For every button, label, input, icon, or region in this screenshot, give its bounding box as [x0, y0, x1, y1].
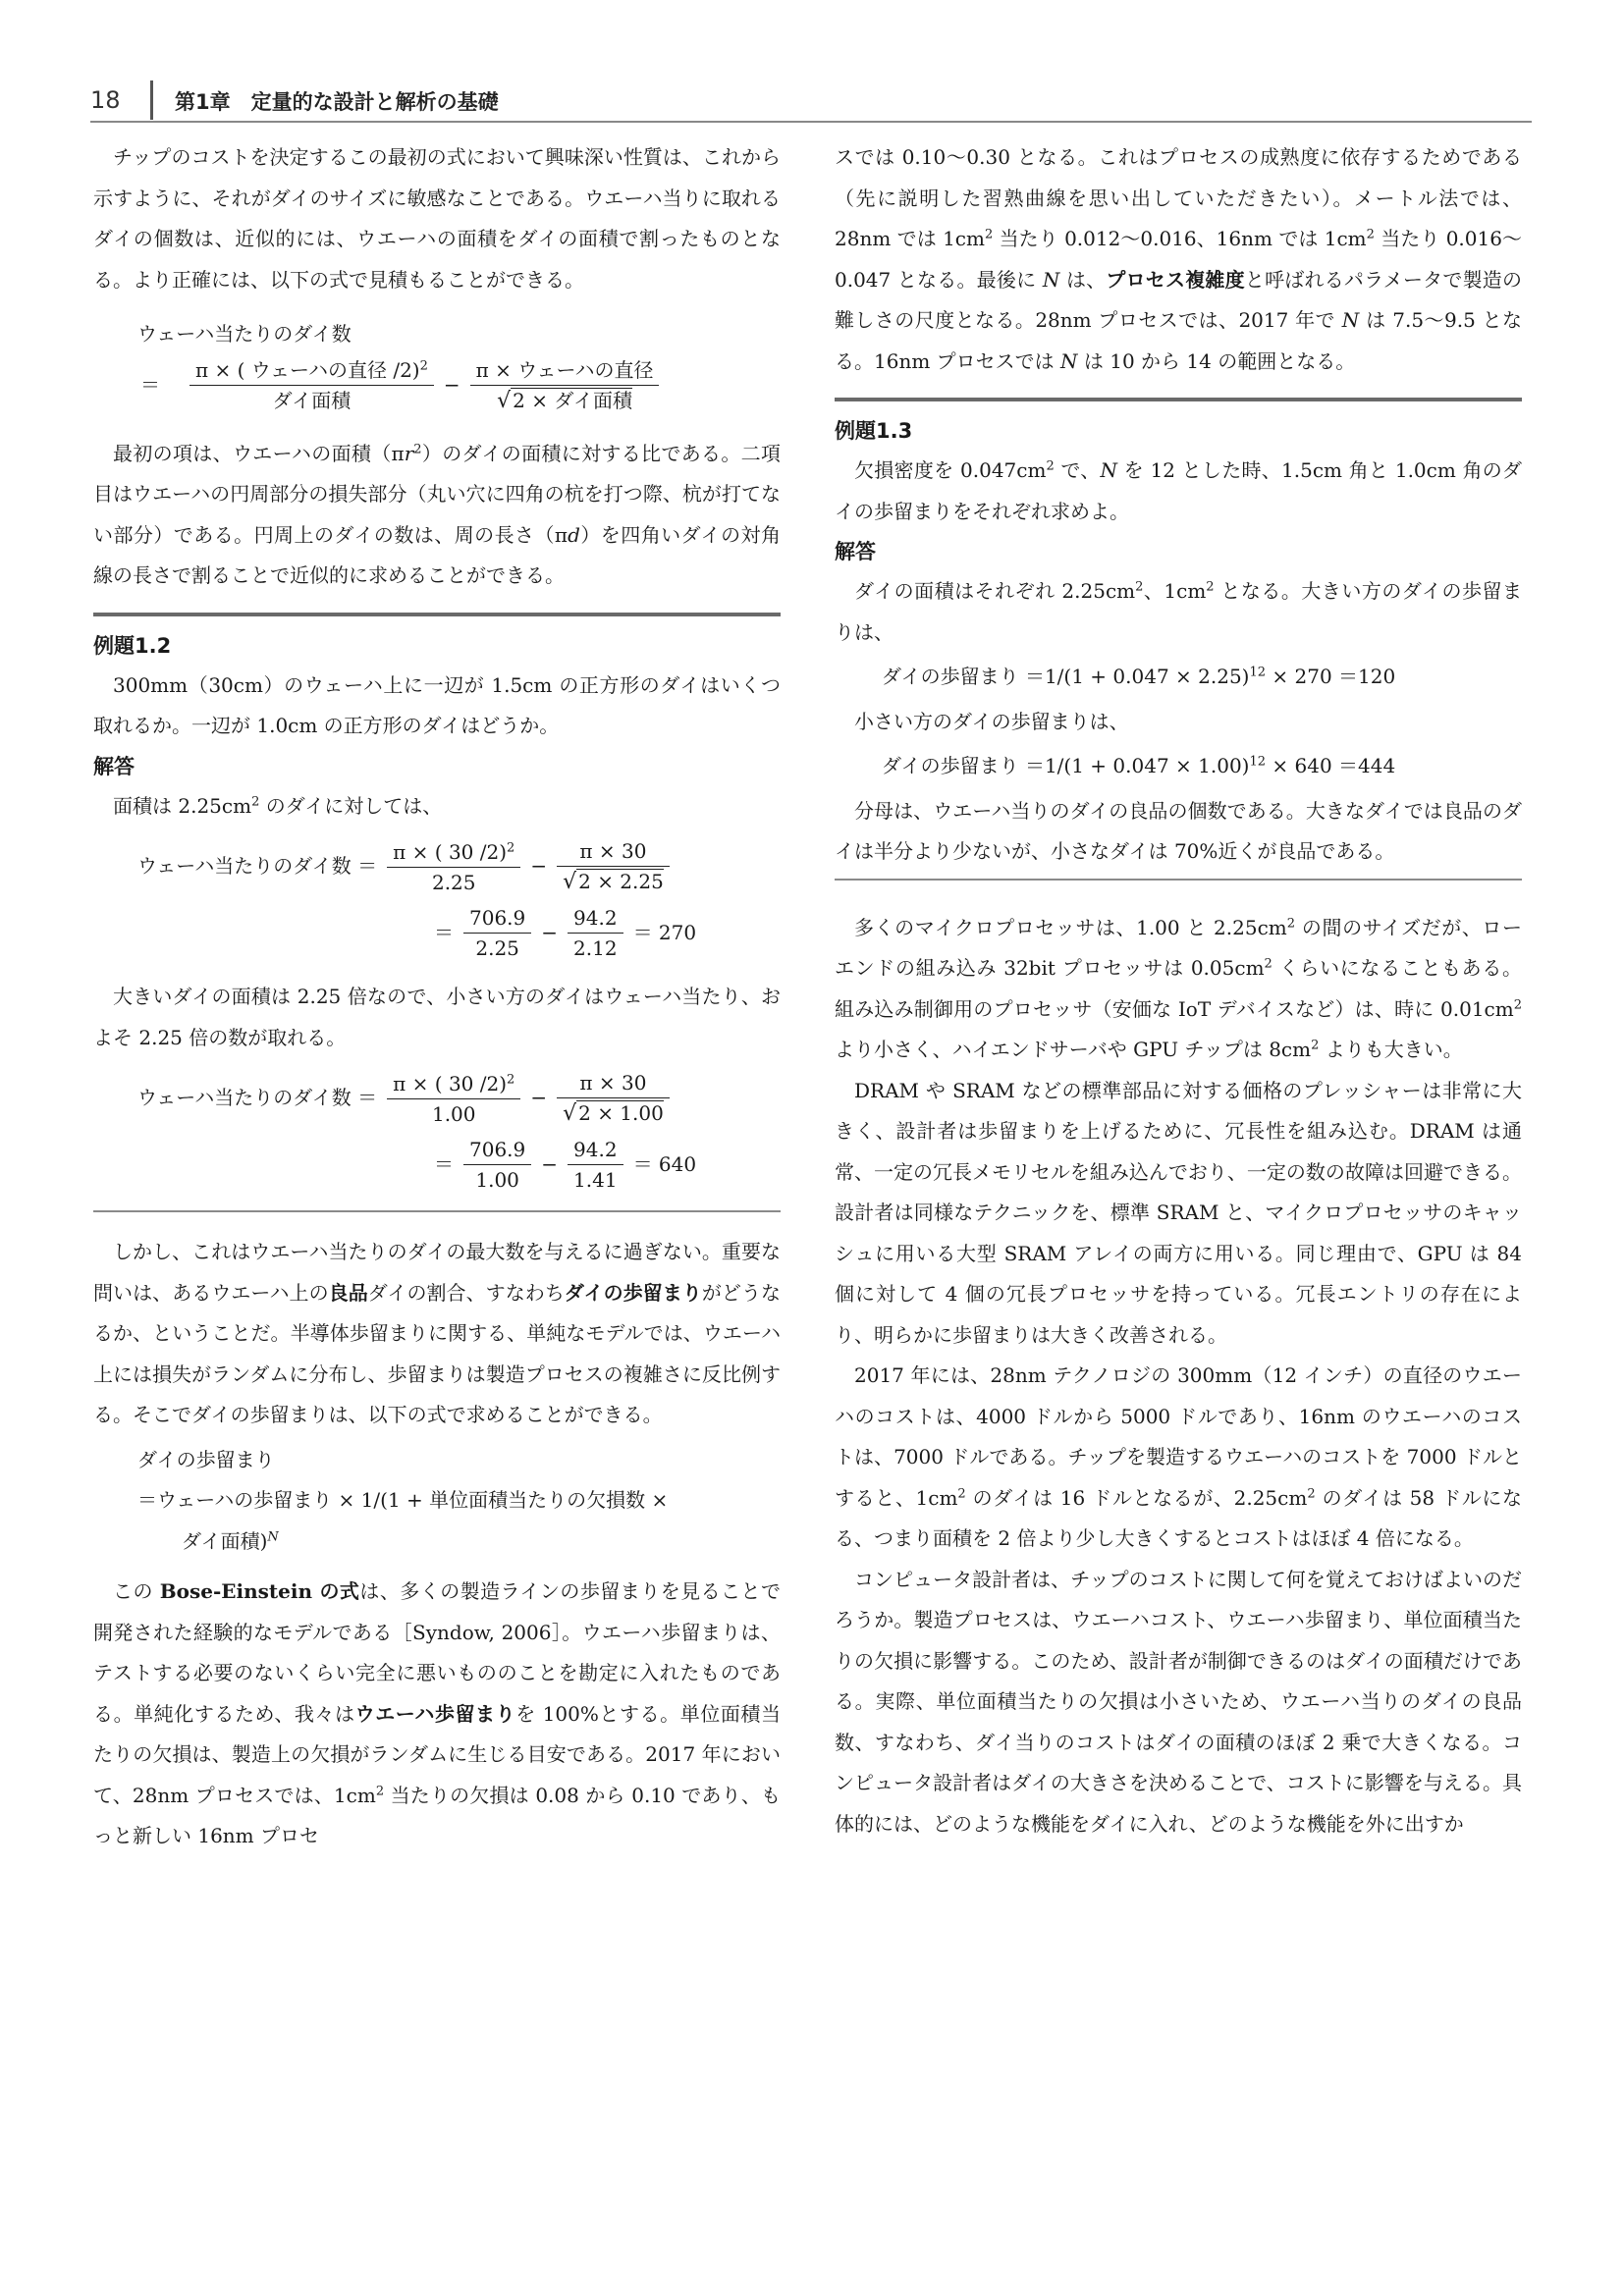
example-1-2-question: 300mm（30cm）のウェーハ上に一辺が 1.5cm の正方形のダイはいくつ取れるか。一辺が 1.0cm の正方形のダイはどうか。: [93, 672, 781, 737]
answer-intro: 面積は $2.25cm^2$ のダイに対しては、: [113, 793, 443, 818]
fraction-area-term: $\frac{\pi \times ( 30 /2)^2}{1.00}$: [387, 1069, 520, 1129]
answer-title: 解答: [93, 754, 135, 778]
paragraph-yield: しかし、これはウエーハ当たりのダイの最大数を与えるに過ぎない。重要な問いは、あるウエーハ上の良品ダイの割合、すなわちダイの歩留まりがどうなるか、ということだ。半導体歩留まりに関する、単純なモデルでは、ウエーハ上には損失がランダムに分布し、歩留まりは製造プロセスの複雑さに反比例する。そこでダイの歩留まりは、以下の式で求めることができる。: [93, 1240, 782, 1426]
chapter-title: 第1章 定量的な設計と解析の基礎: [175, 90, 499, 114]
formula-label: ウェーハ当たりのダイ数 ＝: [137, 1086, 378, 1110]
formula-die-yield: ダイの歩留まり ＝ウェーハの歩留まり × 1/(1 + 単位面積当たりの欠損数 × ダイ面積)$^N$: [137, 1447, 669, 1553]
fraction-area-term: [189, 355, 434, 415]
numerator: π × ウェーハの直径: [475, 357, 654, 382]
answer-conclusion: 分母は、ウエーハ当りのダイの良品の個数である。大きなダイでは良品のダイは半分より少ないが、小さなダイは 70%近くが良品である。: [835, 798, 1522, 863]
right-column: [835, 137, 1522, 1844]
answer-intro: ダイの面積はそれぞれ $2.25cm^2$、$1cm^2$ となる。大きい方のダイの歩留まりは、: [835, 579, 1522, 644]
fraction-value: $\frac{706.9}{1.00}$: [463, 1135, 531, 1195]
formula-example-large: ウェーハ当たりのダイ数 ＝ $\frac{\pi \times ( 30 /2)^2}{2.25}$ − $\frac{\pi \times 30}{√ 2 \times 2.25}$ ＝ $\frac{706.9}{2.25}$ − $\frac{94.2}{2.12}$ ＝ 270: [93, 836, 781, 963]
paragraph-bose-einstein: この Bose-Einstein の式は、多くの製造ラインの歩留まりを見ることで開発された経験的なモデルである［Syndow, 2006］。ウエーハ歩留まりは、テストする必要のないくらい完全に悪いもののことを勘定に入れたものである。単純化するため、我々はウエーハ歩留まりを 100%とする。単位面積当たりの欠損は、製造上の欠損がランダムに生じる目安である。2017 年において、28nm プロセスでは、$1cm^2$ 当たりの欠損は 0.08 から 0.10 であり、もっと新しい 16nm プロセ: [93, 1579, 781, 1847]
example-1-2-title: 例題1.2: [93, 633, 172, 658]
fraction-area-term: $\frac{\pi \times ( 30 /2)^2}{2.25}$: [387, 837, 520, 897]
formula-label: ウェーハ当たりのダイ数 ＝: [137, 854, 378, 879]
formula-dies-per-wafer: [93, 314, 781, 416]
denominator: 2 × ダイ面積: [513, 388, 632, 412]
fraction-value: $\frac{94.2}{1.41}$: [568, 1135, 623, 1195]
formula-large-die-yield: ダイの歩留まり $=1/(1 + 0.047 \times 2.25)^{12} \times 270 =120$: [882, 665, 1396, 688]
fraction-edge-term: [470, 355, 660, 416]
formula-small-die-yield: ダイの歩留まり $=1/(1 + 0.047 \times 1.00)^{12} \times 640 =444$: [882, 754, 1396, 777]
exponent: 2: [419, 358, 428, 374]
paragraph-redundancy: DRAM や SRAM などの標準部品に対する価格のプレッシャーは非常に大きく、設計者は歩留まりを上げるために、冗長性を組み込む。DRAM は通常、一定の冗長メモリセルを組み込んでおり、一定の数の故障は回避できる。設計者は同様なテクニックを、標準 SRAM と、マイクロプロセッサのキャッシュに用いる大型 SRAM アレイの両方に用いる。同じ理由で、GPU は 84 個に対して 4 個の冗長プロセッサを持っている。冗長エントリの存在により、明らかに歩留まりは大きく改善される。: [835, 1078, 1522, 1347]
fraction-edge-term: $\frac{\pi \times 30}{√ 2 \times 2.25}$: [557, 836, 670, 897]
answer-title: 解答: [835, 540, 876, 563]
header-divider: [150, 80, 153, 120]
page-number: 18: [90, 86, 121, 114]
equals-sign: ＝: [140, 372, 160, 397]
paragraph-process-complexity: スでは 0.10～0.30 となる。これはプロセスの成熟度に依存するためである（先に説明した習熟曲線を思い出していただきたい）。メートル法では、28nm では $1cm^2$ 当たり 0.012～0.016、16nm では $1cm^2$ 当たり 0.016～0.047 となる。最後に N は、プロセス複雑度と呼ばれるパラメータで製造の難しさの尺度となる。28nm プロセスでは、2017 年で N は 7.5～9.5 となる。16nm プロセスでは N は 10 から 14 の範囲となる。: [835, 145, 1523, 373]
sqrt-symbol: √: [497, 388, 512, 413]
denominator: ダイ面積: [189, 385, 434, 415]
example-1-3-title: 例題1.3: [835, 419, 913, 443]
formula-label: ウェーハ当たりのダイ数: [137, 322, 352, 346]
example-rule-bottom: [93, 1210, 781, 1212]
example-rule-top: [93, 613, 781, 616]
paragraph-intro: チップのコストを決定するこの最初の式において興味深い性質は、これから示すように、それがダイのサイズに敏感なことである。ウエーハ当りに取れるダイの個数は、近似的には、ウエーハの面積をダイの面積で割ったものとなる。より正確には、以下の式で見積もることができる。: [93, 145, 781, 292]
fraction-edge-term: $\frac{\pi \times 30}{√ 2 \times 1.00}$: [557, 1068, 670, 1129]
numerator: π × ( ウェーハの直径 /2): [195, 358, 420, 382]
header-rule: [90, 121, 1532, 123]
paragraph-die-sizes: 多くのマイクロプロセッサは、1.00 と $2.25cm^2$ の間のサイズだが、ローエンドの組み込み 32bit プロセッサは $0.05cm^2$ くらいになることもある。組み込み制御用のプロセッサ（安価な IoT デバイスなど）は、時に $0.01cm^2$ より小さく、ハイエンドサーバや GPU チップは $8cm^2$ よりも大きい。: [835, 915, 1522, 1061]
fraction-value: $\frac{706.9}{2.25}$: [463, 903, 531, 963]
paragraph-designer-takeaway: コンピュータ設計者は、チップのコストに関して何を覚えておけばよいのだろうか。製造プロセスは、ウエーハコスト、ウエーハ歩留まり、単位面積当たりの欠損に影響する。このため、設計者が制御できるのはダイの面積だけである。実際、単位面積当たりの欠損は小さいため、ウエーハ当りのダイの良品数、すなわち、ダイ当りのコストはダイの面積のほぼ 2 乗で大きくなる。コンピュータ設計者はダイの大きさを決めることで、コストに影響を与える。具体的には、どのような機能をダイに入れ、どのような機能を外に出すか: [835, 1567, 1522, 1836]
left-column: [93, 137, 781, 1857]
fraction-value: $\frac{94.2}{2.12}$: [568, 903, 623, 963]
small-die-intro: 小さい方のダイの歩留まりは、: [854, 709, 1129, 733]
paragraph-comparison: 大きいダイの面積は 2.25 倍なので、小さい方のダイはウェーハ当たり、およそ 2.25 倍の数が取れる。: [93, 985, 781, 1049]
example-rule-top: [835, 398, 1522, 401]
paragraph-explanation: 最初の項は、ウエーハの面積$(\pi r^2)$のダイの面積に対する比である。二項目はウエーハの円周部分の損失部分（丸い穴に四角の杭を打つ際、杭が打てない部分）である。円周上のダイの数は、周の長さ（πd）を四角いダイの対角線の長さで割ることで近似的に求めることができる。: [93, 441, 781, 587]
example-1-3-question: 欠損密度を $0.047cm^2$ で、N を 12 とした時、1.5cm 角と 1.0cm 角のダイの歩留まりをそれぞれ求めよ。: [835, 458, 1523, 523]
formula-example-small: ウェーハ当たりのダイ数 ＝ $\frac{\pi \times ( 30 /2)^2}{1.00}$ − $\frac{\pi \times 30}{√ 2 \times 1.00}$ ＝ $\frac{706.9}{1.00}$ − $\frac{94.2}{1.41}$ ＝ 640: [93, 1068, 781, 1195]
result-value: ＝ 270: [632, 920, 697, 944]
result-value: ＝ 640: [632, 1151, 697, 1176]
paragraph-wafer-cost: 2017 年には、28nm テクノロジの 300mm（12 インチ）の直径のウエーハのコストは、4000 ドルから 5000 ドルであり、16nm のウエーハのコストは、7000 ドルである。チップを製造するウエーハのコストを 7000 ドルとすると、$1cm^2$ のダイは 16 ドルとなるが、$2.25cm^2$ のダイは 58 ドルになる、つまり面積を 2 倍より少し大きくするとコストはほぼ 4 倍になる。: [835, 1363, 1522, 1550]
minus-sign: −: [443, 372, 460, 397]
example-rule-bottom: [835, 879, 1522, 881]
